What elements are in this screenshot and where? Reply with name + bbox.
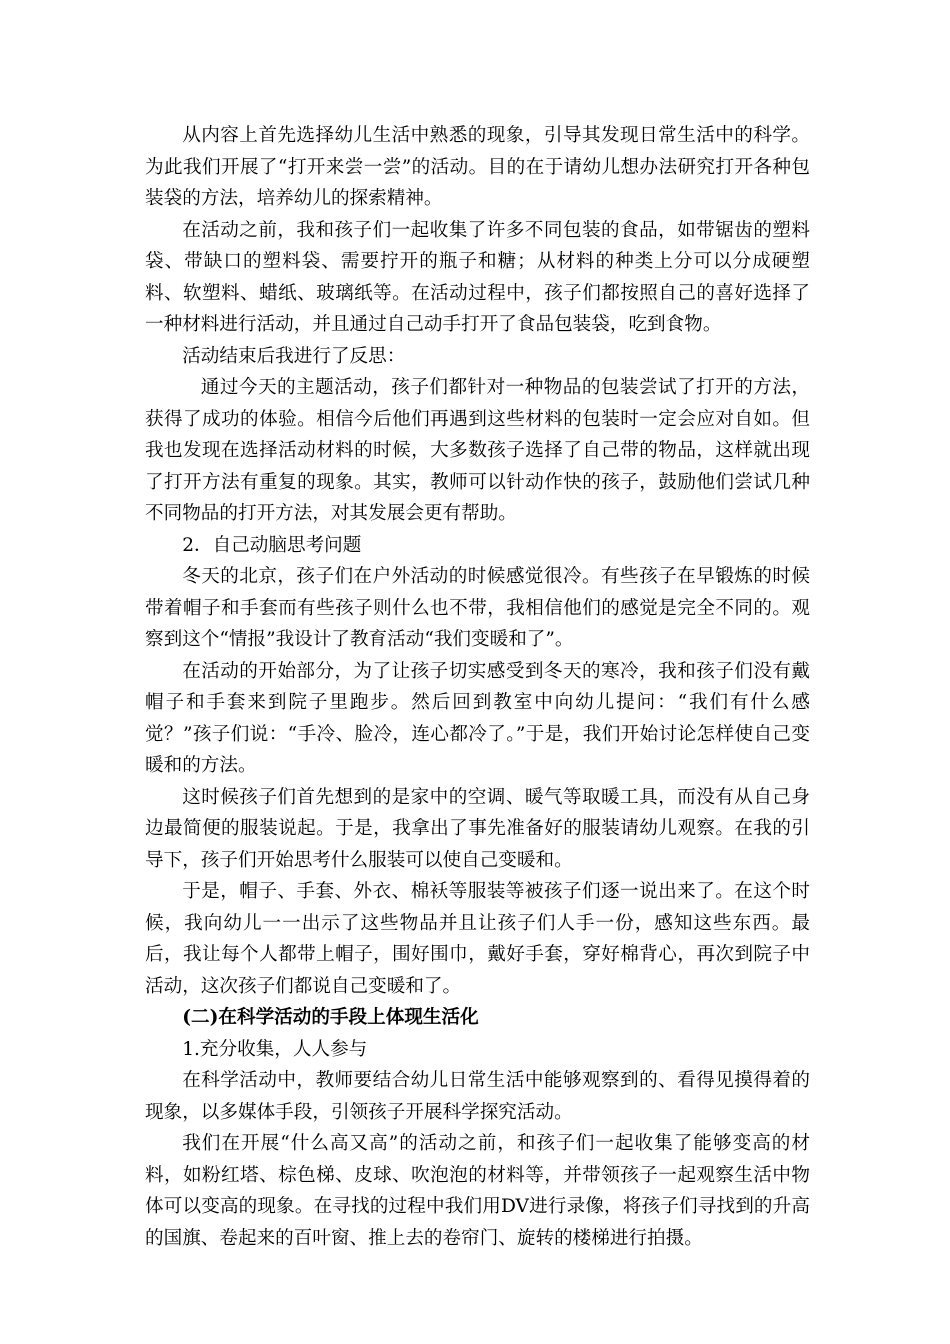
paragraph-activity-start: 在活动的开始部分，为了让孩子切实感受到冬天的寒冷，我和孩子们没有戴帽子和手套来到院子里跑步。然后回到教室中向幼儿提问：“我们有什么感觉？”孩子们说：“手冷、脸冷，连心都冷了。”于是，我们开始讨论怎样使自己变暖和的方法。 [145, 660, 810, 776]
paragraph-reflection: 通过今天的主题活动，孩子们都针对一种物品的包装尝试了打开的方法，获得了成功的体验。相信今后他们再遇到这些材料的包装时一定会应对自如。但我也发现在选择活动材料的时候，大多数孩子选择了自己带的物品，这样就出现了打开方法有重复的现象。其实，教师可以针动作快的孩子，鼓励他们尝试几种不同物品的打开方法，对其发展会更有帮助。 [145, 377, 810, 524]
paragraph-tall-activity: 我们在开展“什么高又高”的活动之前，和孩子们一起收集了能够变高的材料，如粉红塔、棕色梯、皮球、吹泡泡的材料等，并带领孩子一起观察生活中物体可以变高的现象。在寻找的过程中我们用DV进行录像，将孩子们寻找到的升高的国旗、卷起来的百叶窗、推上去的卷帘门、旋转的楼梯进行拍摄。 [145, 1133, 810, 1249]
document-page [145, 120, 810, 1254]
paragraph-content-selection: 从内容上首先选择幼儿生活中熟悉的现象，引导其发现日常生活中的科学。为此我们开展了“打开来尝一尝”的活动。目的在于请幼儿想办法研究打开各种包装袋的方法，培养幼儿的探索精神。 [145, 125, 810, 209]
paragraph-winter-beijing: 冬天的北京，孩子们在户外活动的时候感觉很冷。有些孩子在早锻炼的时候带着帽子和手套而有些孩子则什么也不带，我相信他们的感觉是完全不同的。观察到这个“情报”我设计了教育活动“我们变暖和了”。 [145, 566, 810, 650]
section-heading-means: (二)在科学活动的手段上体现生活化 [182, 1007, 479, 1028]
subheading-think-problems: 2．自己动脑思考问题 [182, 534, 362, 556]
paragraph-reflection-intro: 活动结束后我进行了反思： [182, 345, 406, 367]
subheading-collect-participate: 1.充分收集，人人参与 [182, 1038, 368, 1060]
paragraph-multimedia: 在科学活动中，教师要结合幼儿日常生活中能够观察到的、看得见摸得着的现象，以多媒体手段，引领孩子开展科学探究活动。 [145, 1070, 810, 1123]
paragraph-clothing: 于是，帽子、手套、外衣、棉袄等服装等被孩子们逐一说出来了。在这个时候，我向幼儿一一出示了这些物品并且让孩子们人手一份，感知这些东西。最后，我让每个人都带上帽子，围好围巾，戴好手套，穿好棉背心，再次到院子中活动，这次孩子们都说自己变暖和了。 [145, 881, 810, 997]
paragraph-before-activity: 在活动之前，我和孩子们一起收集了许多不同包装的食品，如带锯齿的塑料袋、带缺口的塑料袋、需要拧开的瓶子和糖；从材料的种类上分可以分成硬塑料、软塑料、蜡纸、玻璃纸等。在活动过程中，孩子们都按照自己的喜好选择了一种材料进行活动，并且通过自己动手打开了食品包装袋，吃到食物。 [145, 219, 810, 335]
paragraph-heating-tools: 这时候孩子们首先想到的是家中的空调、暖气等取暖工具，而没有从自己身边最简便的服装说起。于是，我拿出了事先准备好的服装请幼儿观察。在我的引导下，孩子们开始思考什么服装可以使自己变暖和。 [145, 786, 810, 871]
